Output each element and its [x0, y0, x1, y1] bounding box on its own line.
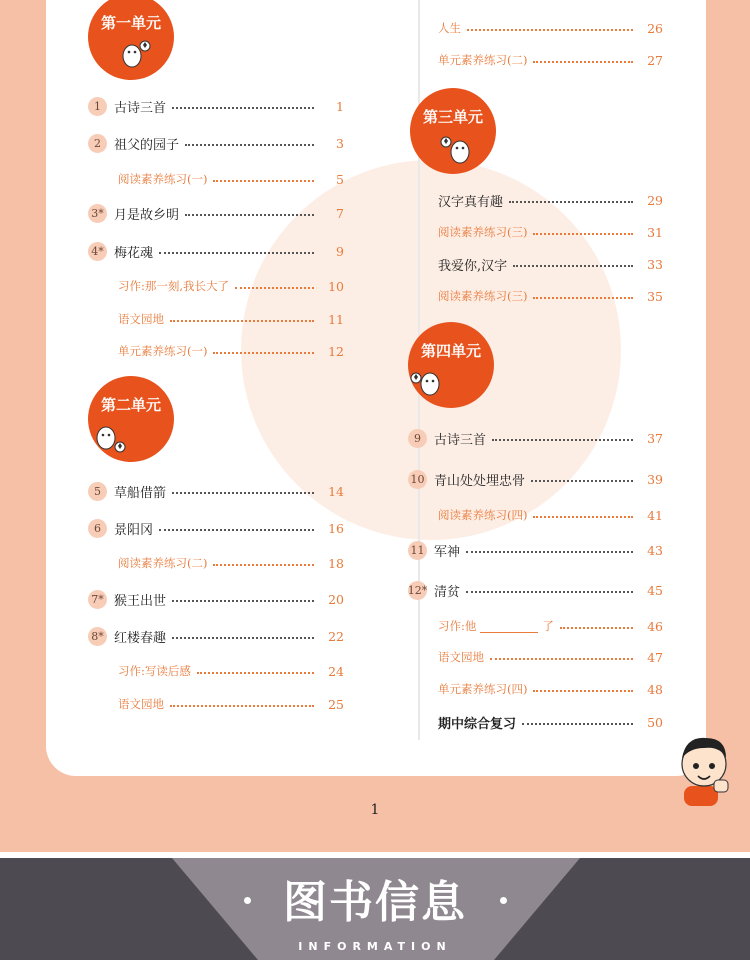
entry-title-suffix: 了: [542, 619, 554, 633]
page-ref: 20: [328, 591, 344, 607]
toc-entry[interactable]: [88, 625, 344, 647]
dot-leader: [172, 600, 314, 602]
unit-title: 第三单元: [422, 108, 483, 126]
entry-title: 阅读素养练习(一): [118, 172, 208, 186]
page-ref: 50: [647, 714, 663, 730]
page-ref: 48: [647, 681, 663, 697]
lesson-number: 12*: [408, 581, 427, 600]
dot-leader: [159, 529, 314, 531]
page-ref: 10: [328, 278, 344, 294]
page-ref: 35: [647, 288, 663, 304]
toc-entry[interactable]: [88, 517, 344, 539]
dot-leader: [560, 627, 633, 629]
entry-title: 汉字真有趣: [438, 194, 504, 210]
toc-entry[interactable]: [438, 504, 663, 526]
page-ref: 39: [647, 471, 663, 487]
dot-leader: [492, 439, 633, 441]
dot-leader: [509, 201, 633, 203]
dot-leader: [170, 705, 314, 707]
toc-entry[interactable]: [88, 202, 344, 224]
unit-badge-4: [408, 322, 494, 408]
entry-title: 习作:写读后感: [118, 664, 191, 678]
toc-entry[interactable]: [118, 693, 344, 715]
lesson-number: 3*: [88, 204, 107, 223]
lesson-number: 8*: [88, 627, 107, 646]
entry-title: 单元素养练习(四): [438, 682, 528, 696]
toc-entry[interactable]: [118, 275, 344, 297]
boy-thumbs-up-icon: [670, 728, 736, 806]
lesson-number: 5: [88, 482, 107, 501]
dot-leader: [533, 297, 633, 299]
toc-entry[interactable]: [438, 17, 663, 39]
entry-title-prefix: 习作:他: [438, 619, 477, 633]
dot-leader: [172, 107, 314, 109]
page-ref: 1: [336, 98, 344, 114]
fill-in-blank: [480, 620, 538, 633]
toc-entry[interactable]: [438, 678, 663, 700]
page-ref: 27: [647, 52, 663, 68]
page-number: 1: [370, 802, 380, 818]
page-ref: 11: [328, 311, 344, 327]
entry-title: 语文园地: [118, 312, 164, 326]
dot-leader: [185, 144, 314, 146]
toc-entry[interactable]: [88, 588, 344, 610]
dot-leader: [235, 287, 314, 289]
unit-title: 第二单元: [100, 396, 161, 414]
lesson-number: 11: [408, 541, 427, 560]
unit-title: 第四单元: [420, 342, 481, 360]
dinosaur-mascot-icon: [92, 420, 126, 454]
dot-leader: [213, 564, 314, 566]
entry-title: 军神: [434, 544, 461, 560]
page-ref: 46: [647, 618, 663, 634]
toc-entry[interactable]: [88, 95, 344, 117]
page-ref: 14: [328, 483, 344, 499]
entry-title: 青山处处埋忠骨: [434, 473, 526, 489]
toc-entry[interactable]: [408, 468, 663, 490]
dot-leader: [522, 723, 633, 725]
entry-title: 阅读素养练习(三): [438, 225, 528, 239]
entry-title: 清贫: [434, 584, 461, 600]
page-ref: 22: [328, 628, 344, 644]
dot-leader: [159, 252, 314, 254]
banner-subtitle: INFORMATION: [298, 940, 452, 953]
page-ref: 18: [328, 555, 344, 571]
entry-title: 单元素养练习(一): [118, 344, 208, 358]
dot-leader: [533, 61, 633, 63]
dot-leader: [213, 180, 314, 182]
entry-title: 期中综合复习: [438, 716, 517, 732]
lesson-number: 4*: [88, 242, 107, 261]
lesson-number: 9: [408, 429, 427, 448]
unit-badge-2: [88, 376, 174, 462]
toc-entry[interactable]: [118, 168, 344, 190]
toc-entry[interactable]: [438, 253, 663, 275]
toc-entry[interactable]: [88, 240, 344, 262]
page-ref: 43: [647, 542, 663, 558]
page-ref: 3: [336, 135, 344, 151]
entry-title: 人生: [438, 21, 461, 35]
page-ref: 5: [336, 171, 344, 187]
dot-leader: [533, 690, 633, 692]
toc-entry[interactable]: [438, 49, 663, 71]
page-ref: 9: [336, 243, 344, 259]
entry-title: 单元素养练习(二): [438, 53, 528, 67]
dot-leader: [467, 29, 633, 31]
dot-leader: [213, 352, 314, 354]
entry-title: 语文园地: [118, 697, 164, 711]
banner-title: 图书信息: [283, 877, 467, 928]
dot-leader: [172, 492, 314, 494]
entry-title: 古诗三首: [434, 432, 487, 448]
toc-entry[interactable]: [118, 308, 344, 330]
entry-title: 阅读素养练习(四): [438, 508, 528, 522]
dinosaur-mascot-icon: [410, 366, 444, 400]
entry-title: 语文园地: [438, 650, 484, 664]
page-ref: 25: [328, 696, 344, 712]
entry-title: 祖父的园子: [114, 137, 180, 153]
entry-title: 我爱你,汉字: [438, 258, 508, 274]
dot-leader: [185, 214, 314, 216]
toc-entry[interactable]: [408, 427, 663, 449]
page-ref: 29: [647, 192, 663, 208]
dot-leader: [513, 265, 633, 267]
dinosaur-mascot-icon: [118, 36, 152, 70]
page-ref: 41: [647, 507, 663, 523]
entry-title: 阅读素养练习(二): [118, 556, 208, 570]
dinosaur-mascot-icon: [440, 132, 474, 166]
dot-leader: [172, 637, 314, 639]
dot-leader: [531, 480, 633, 482]
toc-entry[interactable]: [88, 132, 344, 154]
lesson-number: 6: [88, 519, 107, 538]
toc-entry[interactable]: [118, 552, 344, 574]
toc-entry[interactable]: [118, 340, 344, 362]
dot-leader: [533, 233, 633, 235]
toc-entry[interactable]: [438, 221, 663, 243]
entry-title: 月是故乡明: [114, 207, 180, 223]
page-ref: 33: [647, 256, 663, 272]
toc-entry[interactable]: [438, 615, 663, 637]
page-ref: 12: [328, 343, 344, 359]
lesson-number: 1: [88, 97, 107, 116]
lesson-number: 10: [408, 470, 427, 489]
toc-entry[interactable]: [438, 646, 663, 668]
toc-entry[interactable]: [438, 189, 663, 211]
toc-entry[interactable]: [88, 480, 344, 502]
unit-title: 第一单元: [100, 14, 161, 32]
page-ref: 37: [647, 430, 663, 446]
dot-leader: [170, 320, 314, 322]
entry-title: 习作:那一刻,我长大了: [118, 279, 230, 293]
toc-entry[interactable]: [438, 285, 663, 307]
entry-title: 梅花魂: [114, 245, 154, 261]
toc-entry[interactable]: [118, 660, 344, 682]
dot-leader: [197, 672, 314, 674]
entry-title: 猴王出世: [114, 593, 167, 609]
page-ref: 31: [647, 224, 663, 240]
dot-leader: [466, 551, 633, 553]
dot-leader: [466, 591, 633, 593]
toc-entry[interactable]: [438, 711, 663, 733]
entry-title: 草船借箭: [114, 485, 167, 501]
entry-title: 古诗三首: [114, 100, 167, 116]
lesson-number: 2: [88, 134, 107, 153]
entry-title: 阅读素养练习(三): [438, 289, 528, 303]
page-ref: 16: [328, 520, 344, 536]
page-ref: 7: [336, 205, 344, 221]
page-ref: 47: [647, 649, 663, 665]
entry-title: 景阳冈: [114, 522, 154, 538]
page-ref: 24: [328, 663, 344, 679]
page-ref: 26: [647, 20, 663, 36]
entry-title: 红楼春趣: [114, 630, 167, 646]
dot-leader: [490, 658, 633, 660]
toc-entry[interactable]: [408, 539, 663, 561]
lesson-number: 7*: [88, 590, 107, 609]
unit-badge-3: [410, 88, 496, 174]
toc-entry[interactable]: [408, 579, 663, 601]
dot-leader: [533, 516, 633, 518]
page-ref: 45: [647, 582, 663, 598]
